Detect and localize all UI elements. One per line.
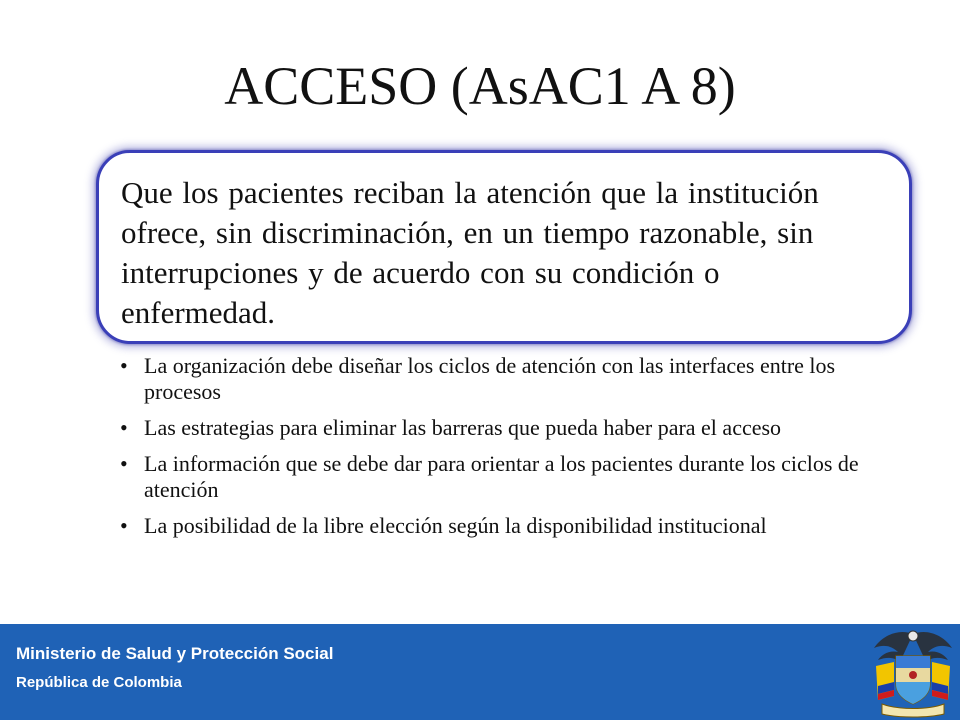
- bullet-list: [118, 353, 898, 549]
- ministry-name: Ministerio de Salud y Protección Social: [16, 644, 334, 663]
- bullet-text: La posibilidad de la libre elección según la disponibilidad institucional: [144, 513, 767, 538]
- bullet-text: Las estrategias para eliminar las barreras que pueda haber para el acceso: [144, 415, 782, 440]
- list-item: [118, 513, 898, 539]
- bullet-text: La información que se debe dar para orientar a los pacientes durante los ciclos de atención: [144, 451, 859, 502]
- bullet-icon: •: [120, 513, 128, 538]
- highlight-callout-box: [96, 150, 912, 344]
- list-item: [118, 415, 898, 441]
- bullet-icon: •: [120, 353, 128, 378]
- bullet-icon: •: [120, 451, 128, 476]
- slide-title: ACCESO (AsAC1 A 8): [224, 56, 736, 116]
- bullet-text: La organización debe diseñar los ciclos de atención con las interfaces entre los procesos: [144, 353, 836, 404]
- bullet-icon: •: [120, 415, 128, 440]
- list-item: [118, 353, 898, 405]
- footer-bar: [0, 624, 960, 720]
- list-item: [118, 451, 898, 503]
- callout-text: Que los pacientes reciban la atención que la institución ofrece, sin discriminación, en un tiempo razonable, sin interrupciones y de acuerdo con su condición o enfermedad.: [121, 175, 819, 330]
- coat-of-arms-icon: [868, 626, 958, 718]
- country-name: República de Colombia: [16, 674, 182, 691]
